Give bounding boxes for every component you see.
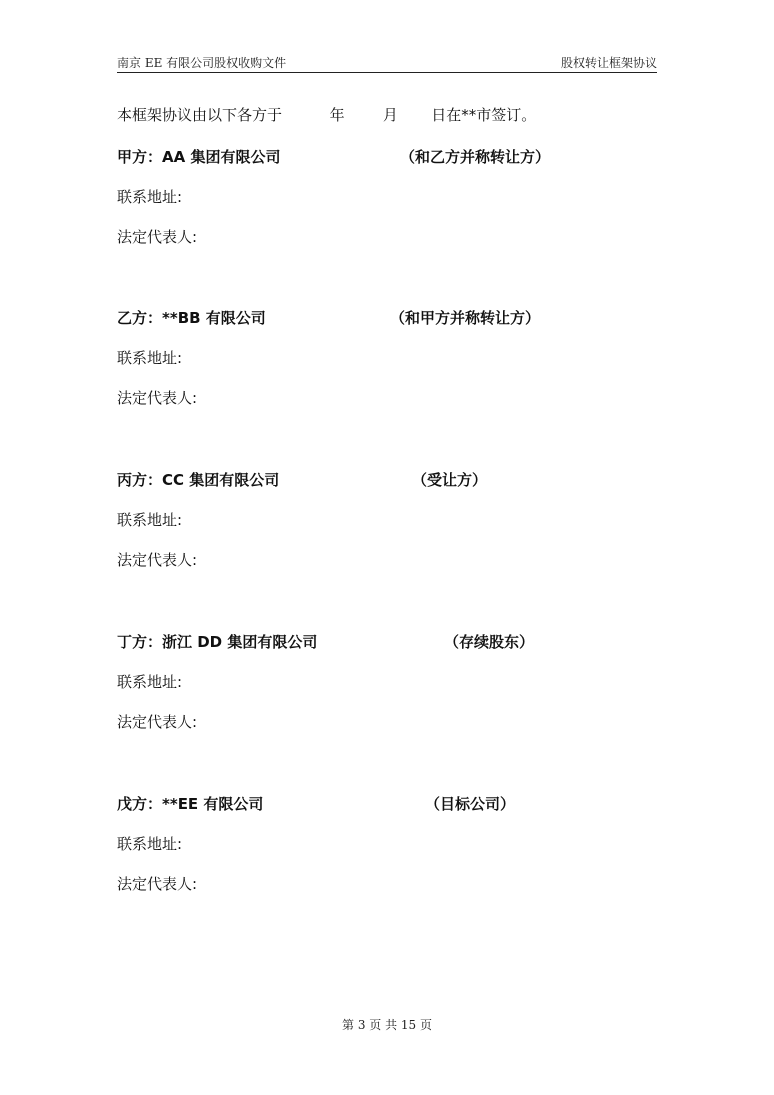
party-b-block (117, 307, 677, 409)
party-name: 丙方：CC 集团有限公司 (117, 471, 280, 489)
contact-address-label: 联系地址: (117, 349, 183, 367)
contact-address-label: 联系地址: (117, 511, 183, 529)
intro-sentence: 本框架协议由以下各方于 年 月 日在**市签订。 (117, 106, 537, 124)
party-role: （和甲方并称转让方） (390, 309, 541, 327)
party-role: （受让方） (412, 471, 488, 489)
legal-representative-label: 法定代表人: (117, 875, 198, 893)
page-header (117, 52, 657, 73)
party-e-block (117, 793, 677, 895)
party-d-block (117, 631, 677, 733)
party-name: 甲方：AA 集团有限公司 (117, 148, 281, 166)
party-role: （存续股东） (444, 633, 535, 651)
legal-representative-label: 法定代表人: (117, 389, 198, 407)
party-a-block (117, 146, 677, 248)
party-title (117, 469, 677, 491)
legal-representative-label: 法定代表人: (117, 551, 198, 569)
party-role: （和乙方并称转让方） (400, 148, 551, 166)
legal-representative-label: 法定代表人: (117, 713, 198, 731)
party-c-block (117, 469, 677, 571)
party-name: 丁方：浙江 DD 集团有限公司 (117, 633, 318, 651)
party-title (117, 793, 677, 815)
legal-representative-label: 法定代表人: (117, 228, 198, 246)
party-name: 戊方：**EE 有限公司 (117, 795, 264, 813)
page-number-footer: 第 3 页 共 15 页 (342, 1018, 432, 1032)
header-document-name: 南京 EE 有限公司股权收购文件 (117, 56, 287, 70)
header-agreement-name: 股权转让框架协议 (560, 56, 657, 70)
party-title (117, 146, 677, 168)
party-name: 乙方：**BB 有限公司 (117, 309, 266, 327)
party-role: （目标公司） (425, 795, 516, 813)
party-title (117, 307, 677, 329)
contact-address-label: 联系地址: (117, 188, 183, 206)
contact-address-label: 联系地址: (117, 835, 183, 853)
contact-address-label: 联系地址: (117, 673, 183, 691)
party-title (117, 631, 677, 653)
